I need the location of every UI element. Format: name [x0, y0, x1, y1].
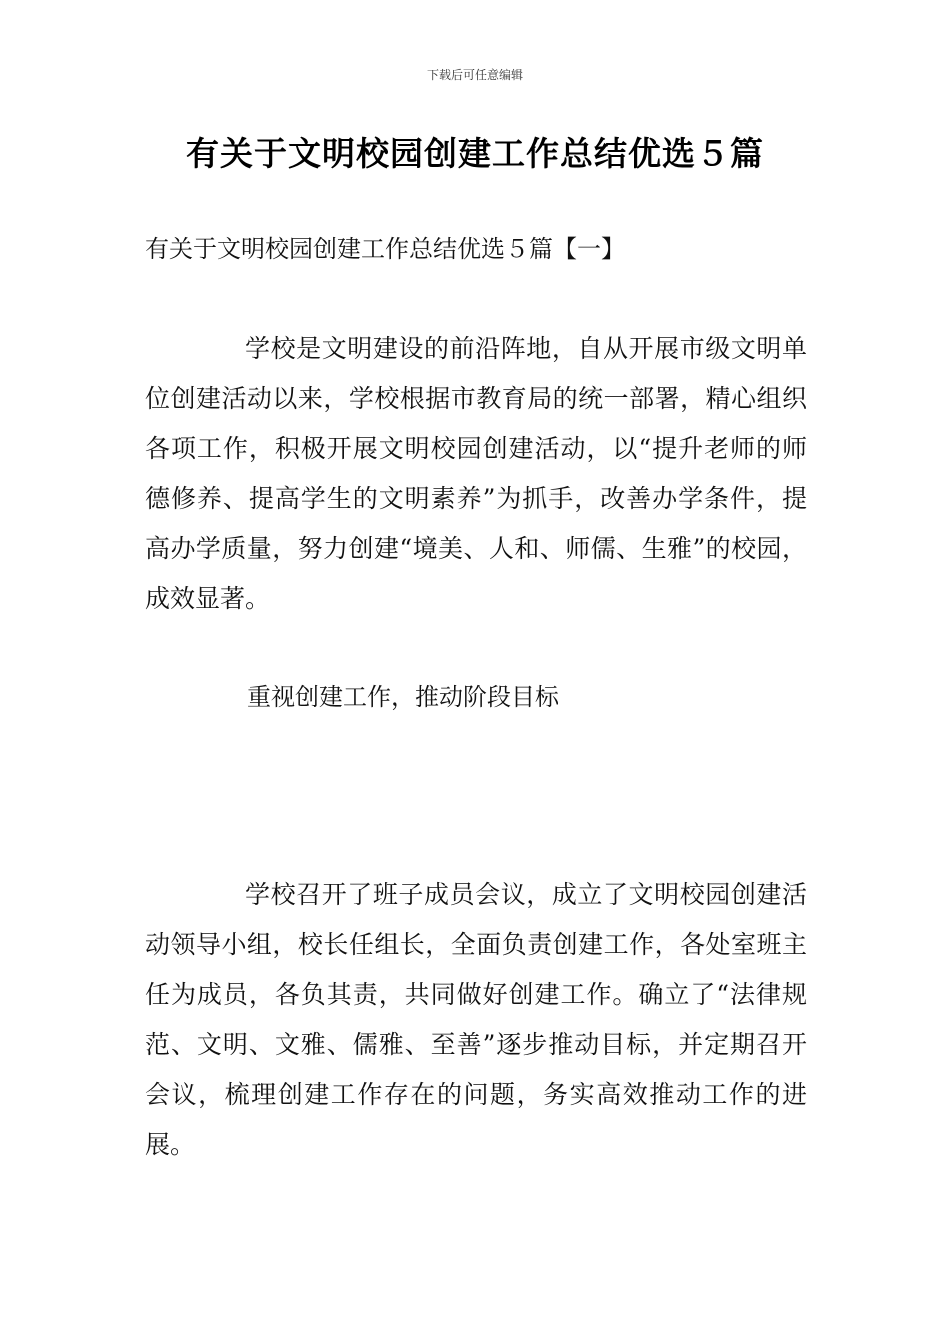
document-title: 有关于文明校园创建工作总结优选５篇	[186, 134, 764, 173]
subheading: 重视创建工作，推动阶段目标	[247, 683, 559, 711]
section-heading: 有关于文明校园创建工作总结优选５篇【一】	[145, 235, 625, 263]
header-note: 下载后可任意编辑	[426, 68, 523, 82]
paragraph-2: 学校召开了班子成员会议，成立了文明校园创建活动领导小组，校长任组长，全面负责创建工作，各处室班主任为成员，各负其责，共同做好创建工作。确立了“法律规范、文明、文雅、儒雅、至善”逐步推动目标，并定期召开会议，梳理创建工作存在的问题，务实高效推动工作的进展。	[145, 880, 807, 1159]
paragraph-1: 学校是文明建设的前沿阵地，自从开展市级文明单位创建活动以来，学校根据市教育局的统一部署，精心组织各项工作，积极开展文明校园创建活动，以“提升老师的师德修养、提高学生的文明素养”为抓手，改善办学条件，提高办学质量，努力创建“境美、人和、师儒、生雅”的校园，成效显著。	[145, 334, 807, 613]
